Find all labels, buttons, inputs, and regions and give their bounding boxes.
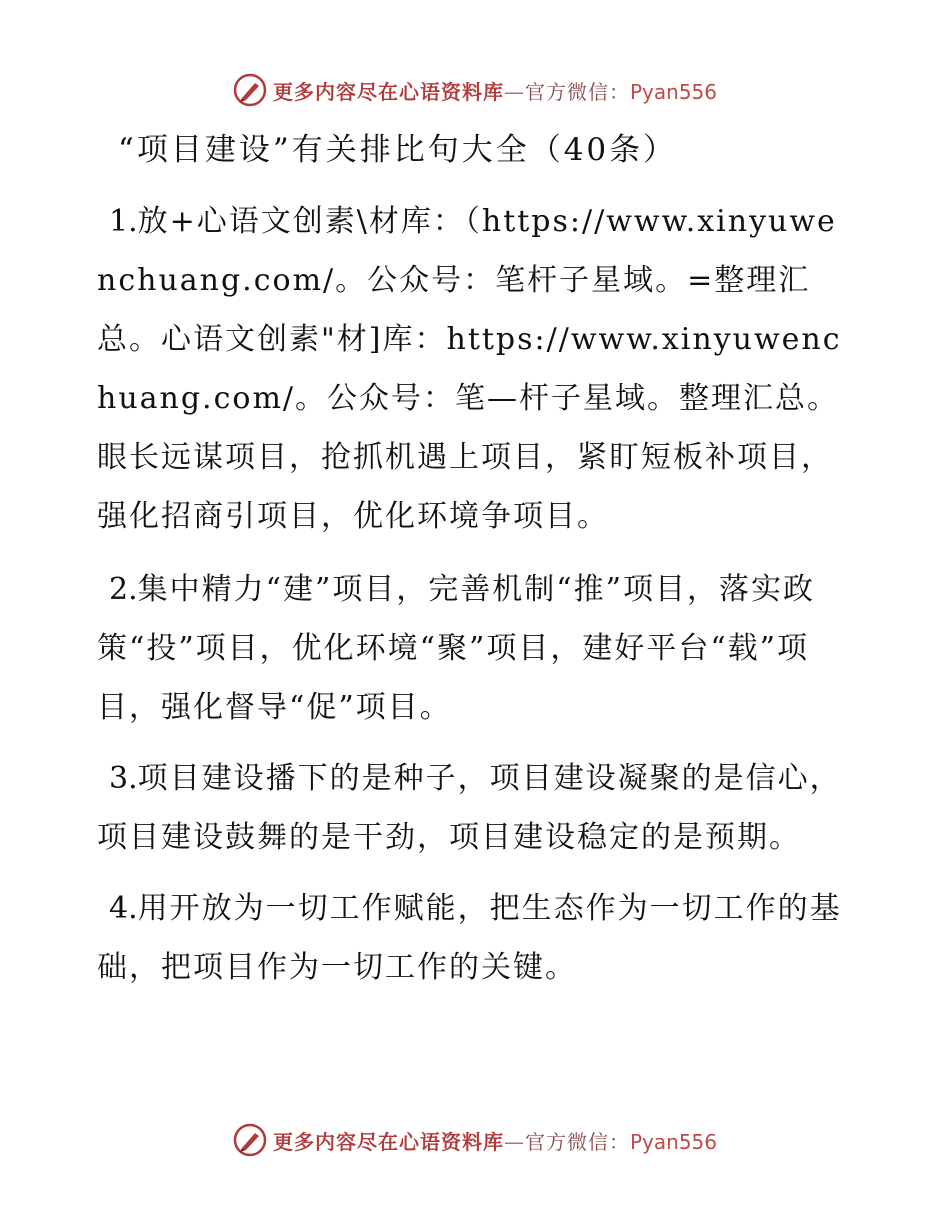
header-banner-text (273, 76, 717, 105)
header-banner (0, 70, 950, 110)
footer-separator: — (503, 1129, 525, 1154)
paragraph-text: 用开放为一切工作赋能，把生态作为一切工作的基础，把项目作为一切工作的关键。 (97, 891, 842, 985)
paragraph-number: 1. (109, 204, 138, 239)
paragraph-text: 放+心语文创素\材库：（https://www.xinyuwenchuang.com/。公众号：笔杆子星域。=整理汇总。心语文创素"材]库：https://www.xinyuwenchuang.com/。公众号：笔—杆子星域。整理汇总。眼长远谋项目，抢抓机遇上项目，紧盯短板补项目，强化招商引项目，优化环境争项目。 (97, 204, 842, 534)
pen-quill-logo-icon (233, 73, 267, 107)
paragraph-3 (97, 749, 857, 867)
header-wechat-handle: Pyan556 (629, 79, 717, 104)
paragraph-2 (97, 560, 857, 737)
header-site-text: 更多内容尽在心语资料库 (272, 79, 504, 104)
header-separator: — (503, 79, 525, 104)
paragraph-number: 2. (109, 572, 138, 607)
paragraph-text: 项目建设播下的是种子，项目建设凝聚的是信心，项目建设鼓舞的是干劲，项目建设稳定的是预期。 (97, 761, 842, 855)
paragraph-text: 集中精力“建”项目，完善机制“推”项目，落实政策“投”项目，优化环境“聚”项目，建好平台“载”项目，强化督导“促”项目。 (97, 572, 815, 725)
pen-quill-logo-icon (233, 1123, 267, 1157)
footer-site-text: 更多内容尽在心语资料库 (272, 1129, 504, 1154)
header-wechat-label: 官方微信： (524, 79, 630, 104)
paragraph-4 (97, 879, 857, 997)
paragraph-number: 3. (109, 761, 138, 796)
footer-wechat-label: 官方微信： (524, 1129, 630, 1154)
footer-banner (0, 1120, 950, 1160)
document-body (97, 192, 857, 1009)
paragraph-number: 4. (109, 891, 138, 926)
document-title: “项目建设”有关排比句大全（40条） (118, 132, 678, 168)
footer-banner-text (273, 1126, 717, 1155)
paragraph-1 (97, 192, 857, 546)
footer-wechat-handle: Pyan556 (629, 1129, 717, 1154)
